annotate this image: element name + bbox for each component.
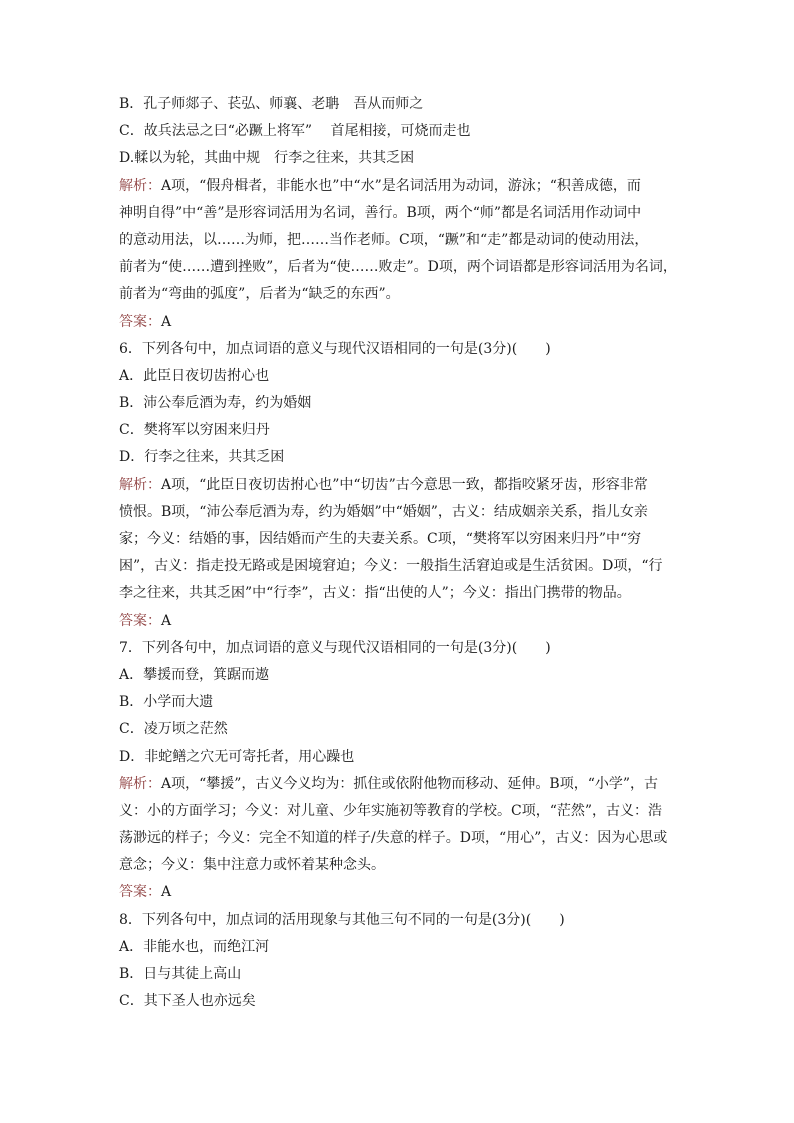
- option-line: [119, 91, 699, 118]
- answer-line: [119, 309, 699, 336]
- text-line: [119, 281, 699, 308]
- line-text: 荡渺远的样子；今义：完全不知道的样子/失意的样子。D项，“用心”，古义：因为心思或: [119, 830, 668, 847]
- line-text: A．非能水也，而绝江河: [119, 938, 270, 955]
- answer-label: 答案：: [119, 313, 161, 330]
- line-text: C．凌万顷之茫然: [119, 721, 228, 738]
- text-line: [119, 526, 699, 553]
- line-text: 6．下列各句中，加点词语的意义与现代汉语相同的一句是(3分)( ): [119, 340, 551, 357]
- option-line: [119, 390, 699, 417]
- line-text: A: [161, 612, 172, 629]
- line-text: B．日与其徒上高山: [119, 966, 242, 982]
- text-line: [119, 825, 699, 852]
- answer-line: [119, 879, 699, 906]
- line-text: 家；今义：结婚的事，因结婚而产生的夫妻关系。C项，“樊将军以穷困来归丹”中“穷: [119, 531, 642, 547]
- answer-label: 答案：: [119, 612, 161, 629]
- line-text: 前者为“使……遭到挫败”，后者为“使……败走”。D项，两个词语都是形容词活用为名词，: [119, 259, 677, 276]
- text-line: [119, 254, 699, 281]
- option-line: [119, 744, 699, 771]
- option-line: [119, 988, 699, 1015]
- option-line: [119, 145, 699, 172]
- question-line: [119, 907, 699, 934]
- line-text: 李之往来，共其乏困”中“行李”，古义：指“出使的人”；今义：指出门携带的物品。: [119, 585, 631, 602]
- explanation-label: 解析：: [119, 775, 161, 792]
- line-text: A项，“攀援”，古义今义均为：抓住或依附他物而移动、延伸。B项，“小学”，古: [161, 775, 659, 792]
- line-text: A项，“假舟楫者，非能水也”中“水”是名词活用为动词，游泳；“积善成德，而: [161, 177, 641, 194]
- option-line: [119, 716, 699, 743]
- text-line: [119, 200, 699, 227]
- text-line: [119, 553, 699, 580]
- line-text: 意念；今义：集中注意力或怀着某种念头。: [119, 857, 385, 874]
- line-text: D．行李之往来，共其乏困: [119, 449, 285, 466]
- option-line: [119, 444, 699, 471]
- option-line: [119, 662, 699, 689]
- answer-label: 答案：: [119, 884, 161, 901]
- line-text: 困”，古义：指走投无路或是困境窘迫；今义：一般指生活窘迫或是生活贫困。D项，“行: [119, 558, 663, 575]
- text-line: [119, 798, 699, 825]
- line-text: C．其下圣人也亦远矣: [119, 993, 256, 1010]
- answer-line: [119, 608, 699, 635]
- line-text: A项，“此臣日夜切齿拊心也”中“切齿”古今意思一致，都指咬紧牙齿，形容非常: [161, 476, 648, 493]
- line-text: A．攀援而登，箕踞而遨: [119, 666, 270, 683]
- line-text: 前者为“弯曲的弧度”，后者为“缺乏的东西”。: [119, 286, 400, 303]
- line-text: B．孔子师郯子、苌弘、师襄、老聃 吾从而师之: [119, 96, 424, 112]
- line-text: A．此臣日夜切齿拊心也: [119, 367, 270, 384]
- option-line: [119, 363, 699, 390]
- line-text: 义：小的方面学习；今义：对儿童、少年实施初等教育的学校。C项，“茫然”，古义：浩: [119, 802, 663, 819]
- line-text: 神明自得”中“善”是形容词活用为名词，善行。B项，两个“师”都是名词活用作动词中: [119, 204, 642, 221]
- text-line: [119, 499, 699, 526]
- line-text: B．小学而大遗: [119, 694, 214, 711]
- line-text: 愤恨。B项，“沛公奉卮酒为寿，约为婚姻”中“婚姻”，古义：结成姻亲关系，指儿女亲: [119, 503, 648, 520]
- text-line: [119, 227, 699, 254]
- explanation-line: [119, 472, 699, 499]
- explanation-label: 解析：: [119, 177, 161, 194]
- line-text: A: [161, 313, 172, 330]
- explanation-line: [119, 173, 699, 200]
- line-text: 8．下列各句中，加点词的活用现象与其他三句不同的一句是(3分)( ): [119, 911, 565, 928]
- option-line: [119, 934, 699, 961]
- line-text: C．故兵法忌之曰“必蹶上将军” 首尾相接，可烧而走也: [119, 123, 471, 140]
- line-text: A: [161, 884, 172, 901]
- option-line: [119, 417, 699, 444]
- explanation-label: 解析：: [119, 476, 161, 493]
- line-text: B．沛公奉卮酒为寿，约为婚姻: [119, 395, 312, 412]
- question-line: [119, 336, 699, 363]
- line-text: 7．下列各句中，加点词语的意义与现代汉语相同的一句是(3分)( ): [119, 639, 551, 656]
- page-content: [119, 91, 699, 1015]
- line-text: D．非蛇鳝之穴无可寄托者，用心躁也: [119, 748, 355, 765]
- line-text: D.輮以为轮，其曲中规 行李之往来，共其乏困: [119, 150, 415, 167]
- option-line: [119, 118, 699, 145]
- line-text: C．樊将军以穷困来归丹: [119, 422, 270, 439]
- question-line: [119, 635, 699, 662]
- line-text: 的意动用法，以……为师，把……当作老师。C项，“蹶”和“走”都是动词的使动用法，: [119, 231, 649, 248]
- option-line: [119, 961, 699, 988]
- option-line: [119, 689, 699, 716]
- explanation-line: [119, 771, 699, 798]
- text-line: [119, 580, 699, 607]
- text-line: [119, 852, 699, 879]
